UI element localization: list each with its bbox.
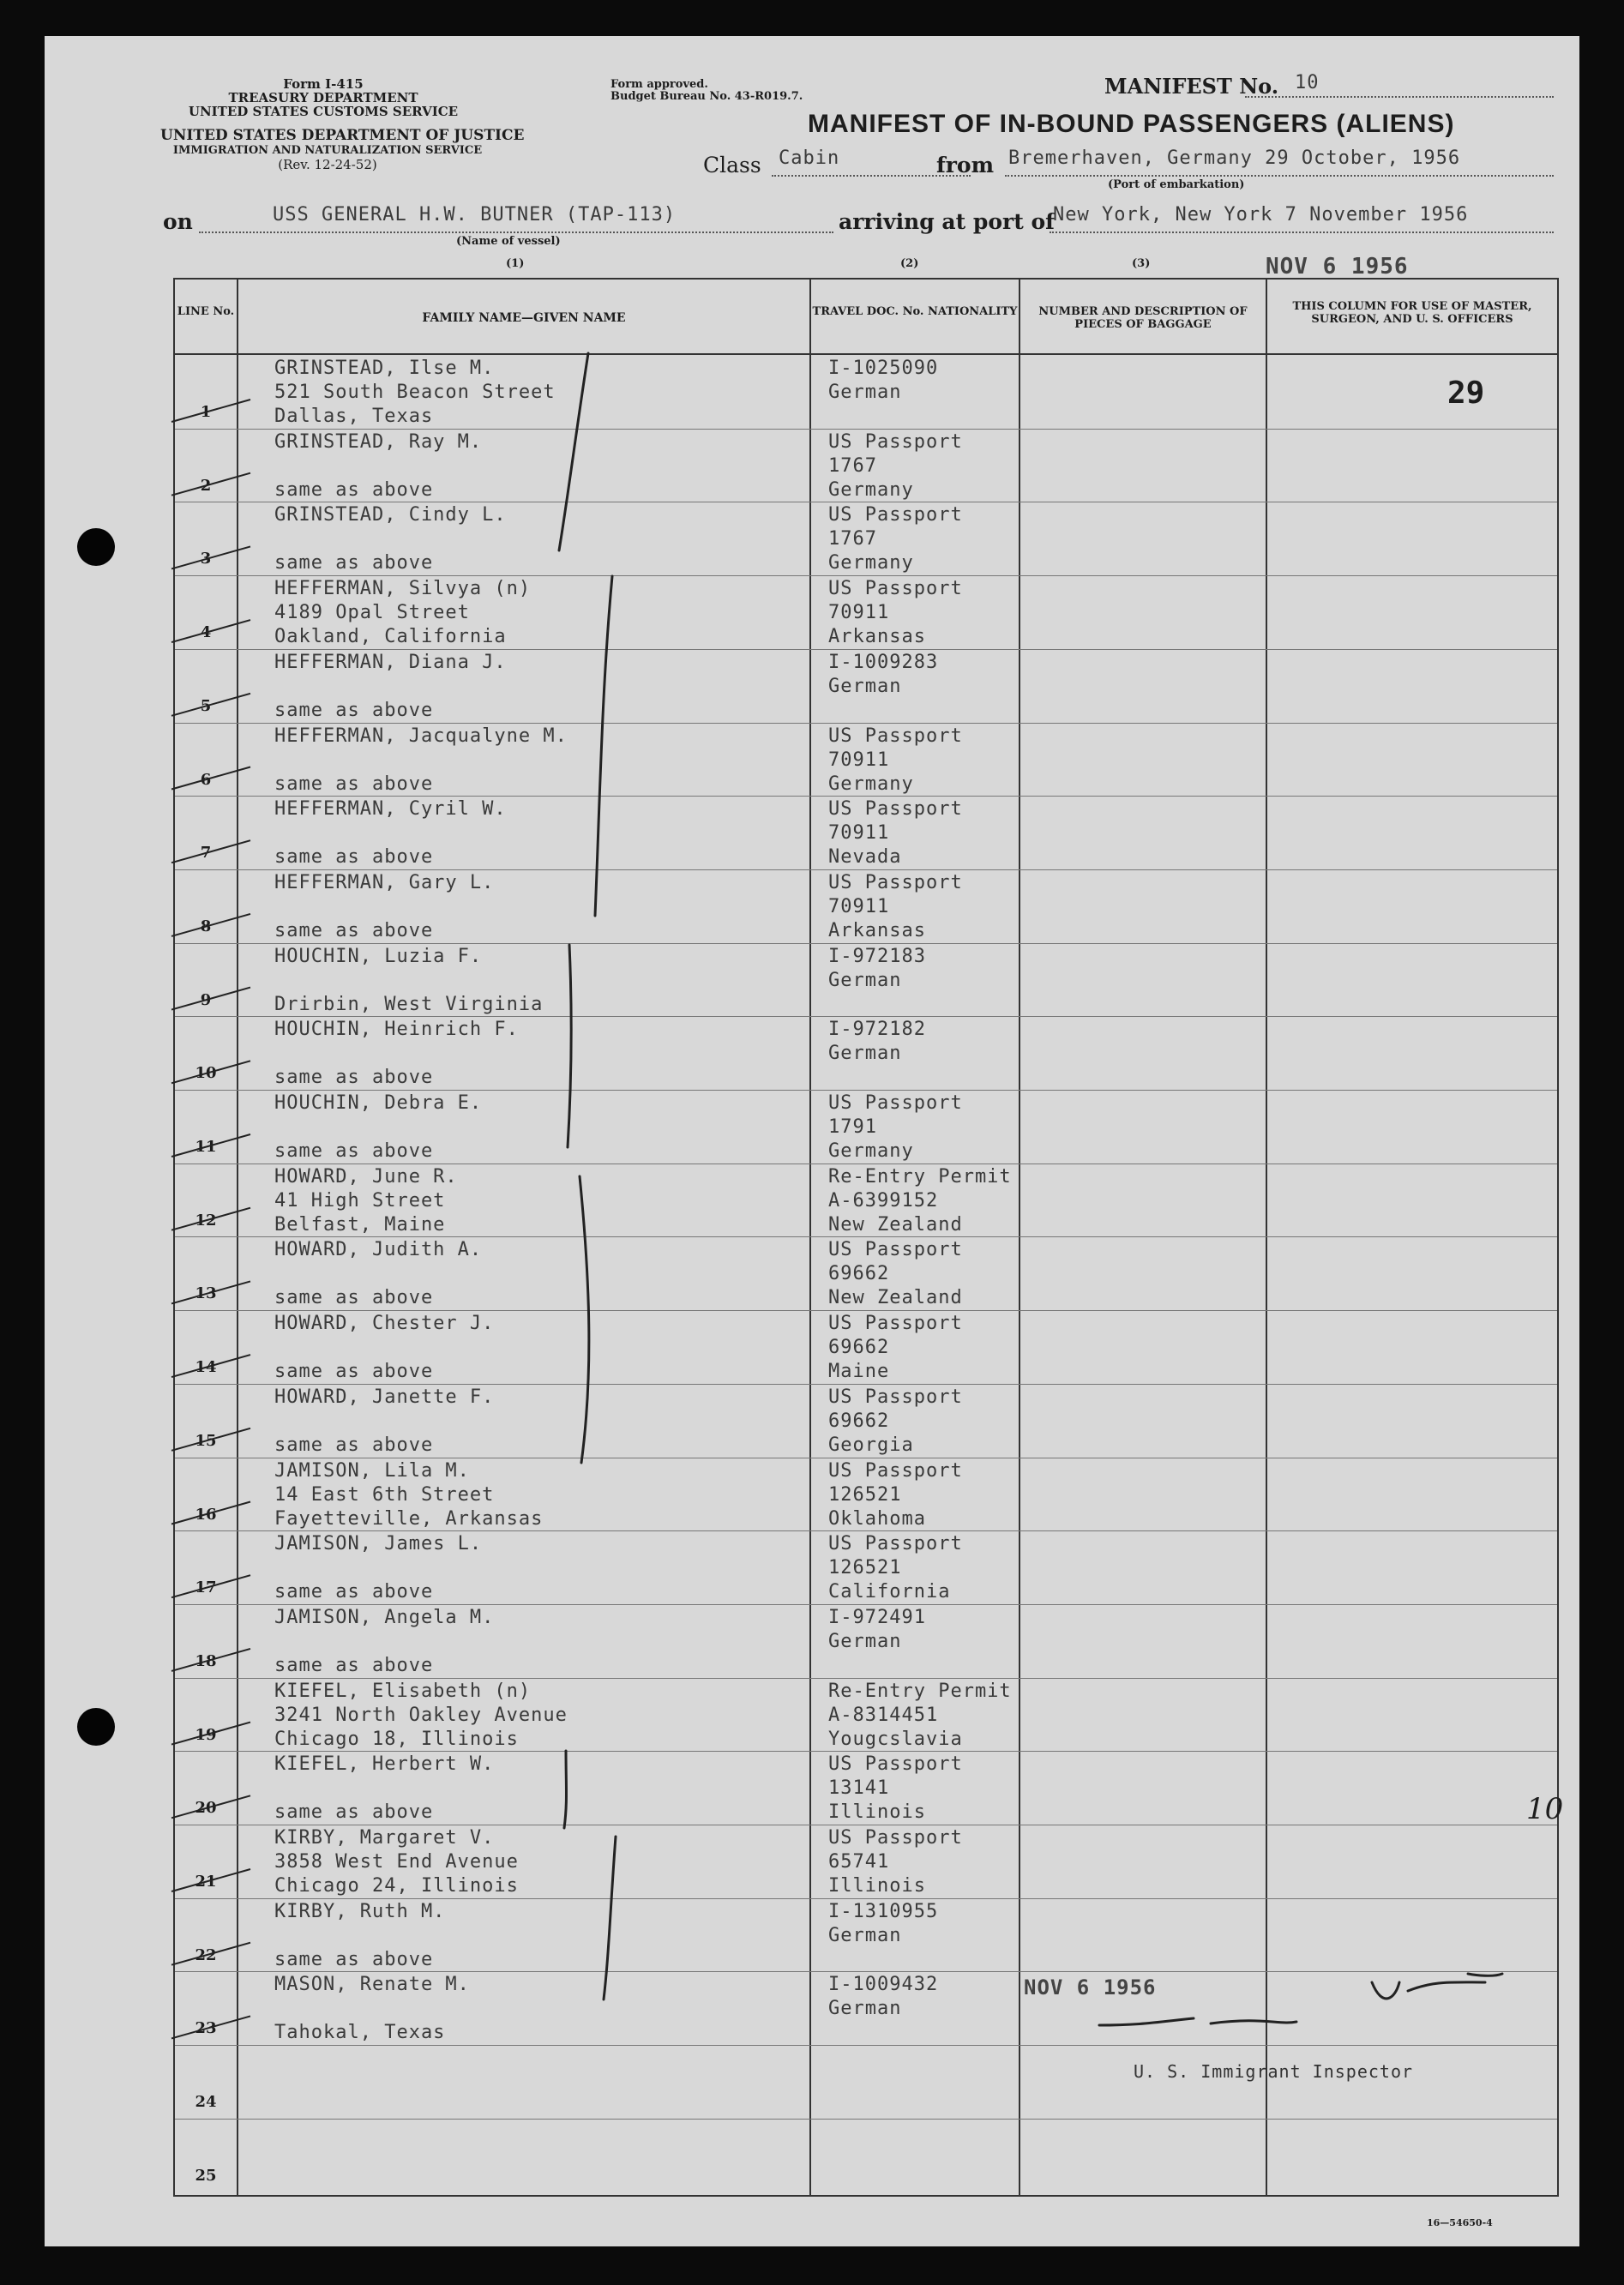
form-number: Form I-415: [283, 76, 364, 92]
passenger-address: Belfast, Maine: [274, 1213, 446, 1236]
travel-doc-line: US Passport: [828, 1459, 963, 1482]
col-head-officers: THIS COLUMN FOR USE OF MASTER, SURGEON, AND U. S. OFFICERS: [1292, 300, 1532, 326]
passenger-address: same as above: [274, 1801, 434, 1824]
col-num-2: (2): [900, 257, 919, 270]
passenger-name: HEFFERMAN, Diana J.: [274, 651, 507, 673]
travel-doc-line: I-972491: [828, 1606, 926, 1628]
travel-doc-line: 1791: [828, 1116, 877, 1138]
check-tick: [171, 473, 250, 496]
travel-doc-line: US Passport: [828, 578, 963, 600]
passenger-address: 3241 North Oakley Avenue: [274, 1704, 568, 1726]
travel-doc-line: US Passport: [828, 871, 963, 893]
travel-doc-line: German: [828, 1630, 902, 1652]
passenger-name: JAMISON, James L.: [274, 1533, 483, 1555]
check-tick: [171, 400, 250, 422]
travel-doc-line: Re-Entry Permit: [828, 1165, 1012, 1188]
travel-doc-line: Germany: [828, 552, 914, 574]
passenger-name: KIEFEL, Herbert W.: [274, 1753, 495, 1776]
check-tick: [171, 620, 250, 642]
line-number: 23: [195, 2019, 217, 2038]
travel-doc-line: German: [828, 1924, 902, 1946]
travel-doc-line: German: [828, 1998, 902, 2020]
line-number: 10: [195, 1064, 217, 1083]
passenger-address: same as above: [274, 1948, 434, 1970]
travel-doc-line: German: [828, 969, 902, 991]
travel-doc-line: Germany: [828, 773, 914, 795]
travel-doc-line: Germany: [828, 1140, 914, 1162]
line-number: 22: [195, 1945, 217, 1964]
port-caption: (Port of embarkation): [1108, 178, 1245, 191]
col-head-name: FAMILY NAME—GIVEN NAME: [422, 311, 626, 325]
travel-doc-line: I-972183: [828, 945, 926, 967]
arriving-label: arriving at port of: [839, 209, 1055, 234]
passenger-address: Drirbin, West Virginia: [274, 993, 544, 1015]
travel-doc-line: A-8314451: [828, 1704, 939, 1726]
manifest-no-label: MANIFEST No.: [1104, 74, 1279, 99]
passenger-name: GRINSTEAD, Cindy L.: [274, 504, 507, 526]
travel-doc-line: 126521: [828, 1483, 902, 1506]
budget-bureau: Budget Bureau No. 43-R019.7.: [611, 90, 803, 103]
line-number: 18: [195, 1651, 217, 1670]
travel-doc-line: 65741: [828, 1851, 890, 1873]
travel-doc-line: Re-Entry Permit: [828, 1680, 1012, 1702]
travel-doc-line: German: [828, 382, 902, 403]
travel-doc-line: 70911: [828, 749, 890, 771]
check-tick: [171, 546, 250, 568]
line-number: 17: [195, 1578, 217, 1597]
line-number: 21: [195, 1873, 217, 1891]
travel-doc-line: German: [828, 1043, 902, 1065]
vessel-value: USS GENERAL H.W. BUTNER (TAP-113): [273, 204, 677, 225]
margin-number: 10: [1526, 1792, 1564, 1826]
travel-doc-line: A-6399152: [828, 1189, 939, 1212]
class-value: Cabin: [779, 147, 840, 169]
line-number: 4: [200, 623, 212, 642]
check-tick: [171, 1869, 250, 1891]
from-label: from: [936, 153, 995, 177]
col-head-line: LINE No.: [177, 305, 235, 318]
line-number: 19: [195, 1725, 217, 1744]
passenger-address: same as above: [274, 846, 434, 869]
travel-doc-line: US Passport: [828, 1533, 963, 1555]
passenger-address: same as above: [274, 699, 434, 721]
check-tick: [171, 1281, 250, 1303]
line-number: 25: [195, 2166, 217, 2185]
passenger-address: Chicago 24, Illinois: [274, 1875, 519, 1897]
col-head-baggage: NUMBER AND DESCRIPTION OF PIECES OF BAGGAGE: [1038, 305, 1248, 331]
line-number: 2: [200, 476, 212, 495]
passenger-address: same as above: [274, 919, 434, 941]
line-number: 12: [195, 1211, 217, 1230]
passenger-name: HOWARD, Judith A.: [274, 1239, 483, 1261]
passenger-name: JAMISON, Lila M.: [274, 1459, 470, 1482]
travel-doc-line: US Passport: [828, 1239, 963, 1261]
check-tick: [171, 1134, 250, 1157]
travel-doc-line: New Zealand: [828, 1287, 963, 1309]
passenger-name: MASON, Renate M.: [274, 1974, 470, 1996]
print-code: 16—54650-4: [1427, 2217, 1493, 2228]
passenger-address: same as above: [274, 1287, 434, 1309]
passenger-name: HOWARD, Chester J.: [274, 1313, 495, 1335]
passenger-name: GRINSTEAD, Ray M.: [274, 430, 483, 453]
form-approved: Form approved.: [611, 78, 708, 91]
revision: (Rev. 12-24-52): [278, 157, 377, 172]
passenger-address: same as above: [274, 478, 434, 501]
col-head-travel: TRAVEL DOC. No. NATIONALITY: [812, 305, 1018, 318]
travel-doc-line: I-1009283: [828, 651, 939, 673]
passenger-name: KIEFEL, Elisabeth (n): [274, 1680, 532, 1702]
travel-doc-line: I-1310955: [828, 1900, 939, 1922]
travel-doc-line: US Passport: [828, 1827, 963, 1849]
travel-doc-line: US Passport: [828, 725, 963, 747]
passenger-address: same as above: [274, 773, 434, 795]
check-tick: [171, 1723, 250, 1745]
passenger-address: Oakland, California: [274, 626, 507, 648]
check-tick: [171, 694, 250, 716]
travel-doc-line: Nevada: [828, 846, 902, 869]
passenger-name: JAMISON, Angela M.: [274, 1606, 495, 1628]
passenger-address: same as above: [274, 1361, 434, 1383]
passenger-name: HOWARD, June R.: [274, 1165, 458, 1188]
travel-doc-line: 70911: [828, 895, 890, 917]
immigration-service: IMMIGRATION AND NATURALIZATION SERVICE: [172, 144, 483, 157]
line-number: 7: [200, 844, 212, 863]
passenger-name: HEFFERMAN, Jacqualyne M.: [274, 725, 568, 747]
check-tick: [171, 988, 250, 1010]
passenger-address: same as above: [274, 1067, 434, 1089]
check-tick: [171, 1208, 250, 1230]
passenger-address: 41 High Street: [274, 1189, 446, 1212]
class-label: Class: [703, 153, 761, 177]
on-label: on: [163, 209, 193, 234]
vessel-caption: (Name of vessel): [456, 235, 561, 248]
manifest-title: MANIFEST OF IN-BOUND PASSENGERS (ALIENS): [808, 110, 1455, 138]
passenger-address: Tahokal, Texas: [274, 2022, 446, 2044]
passenger-name: KIRBY, Ruth M.: [274, 1900, 446, 1922]
check-tick: [171, 1575, 250, 1597]
passenger-address: same as above: [274, 1654, 434, 1676]
travel-doc-line: Arkansas: [828, 626, 926, 648]
line-number: 14: [195, 1358, 217, 1377]
passenger-address: 3858 West End Avenue: [274, 1851, 519, 1873]
department: TREASURY DEPARTMENT: [228, 90, 418, 105]
passenger-address: same as above: [274, 1434, 434, 1456]
check-tick: [171, 767, 250, 790]
line-number: 11: [195, 1138, 217, 1156]
travel-doc-line: Illinois: [828, 1801, 926, 1824]
col-num-1: (1): [506, 257, 525, 270]
passenger-address: 14 East 6th Street: [274, 1483, 495, 1506]
line-number: 3: [200, 550, 212, 568]
travel-doc-line: Oklahoma: [828, 1507, 926, 1530]
passenger-address: same as above: [274, 1140, 434, 1162]
line-number: 8: [200, 917, 212, 935]
travel-doc-line: US Passport: [828, 1313, 963, 1335]
travel-doc-line: US Passport: [828, 1092, 963, 1114]
customs-service: UNITED STATES CUSTOMS SERVICE: [188, 104, 459, 119]
passenger-name: GRINSTEAD, Ilse M.: [274, 358, 495, 379]
passenger-address: 521 South Beacon Street: [274, 382, 556, 403]
travel-doc-line: German: [828, 675, 902, 697]
line-number: 15: [195, 1431, 217, 1450]
check-tick: [171, 1502, 250, 1524]
arriving-value: New York, New York 7 November 1956: [1053, 204, 1469, 225]
passenger-name: HEFFERMAN, Gary L.: [274, 871, 495, 893]
travel-doc-line: 70911: [828, 822, 890, 845]
check-tick: [171, 1943, 250, 1965]
passenger-address: Fayetteville, Arkansas: [274, 1507, 544, 1530]
travel-doc-line: California: [828, 1581, 951, 1603]
line-number: 24: [195, 2093, 217, 2112]
manifest-page: [45, 36, 1579, 2246]
inspector-title: U. S. Immigrant Inspector: [1134, 2061, 1414, 2082]
travel-doc-line: US Passport: [828, 504, 963, 526]
passenger-name: KIRBY, Margaret V.: [274, 1827, 495, 1849]
travel-doc-line: 126521: [828, 1557, 902, 1579]
passenger-name: HOUCHIN, Debra E.: [274, 1092, 483, 1114]
passenger-name: HOUCHIN, Heinrich F.: [274, 1019, 519, 1041]
col-num-3: (3): [1132, 257, 1151, 270]
passenger-name: HEFFERMAN, Cyril W.: [274, 798, 507, 821]
line-number: 16: [195, 1505, 217, 1524]
stamp-date-top: NOV 6 1956: [1266, 254, 1409, 280]
travel-doc-line: Illinois: [828, 1875, 926, 1897]
line-number: 6: [200, 770, 212, 789]
travel-doc-line: 69662: [828, 1410, 890, 1432]
passenger-address: same as above: [274, 552, 434, 574]
travel-doc-line: 69662: [828, 1337, 890, 1359]
manifest-no-value: 10: [1295, 72, 1320, 93]
travel-doc-line: 1767: [828, 528, 877, 550]
page-count: 29: [1447, 376, 1485, 411]
check-tick: [171, 1061, 250, 1083]
handwritten-marks: [45, 36, 1579, 2246]
from-value: Bremerhaven, Germany 29 October, 1956: [1008, 147, 1461, 169]
check-tick: [171, 1428, 250, 1451]
check-tick: [171, 1649, 250, 1671]
travel-doc-line: Arkansas: [828, 919, 926, 941]
travel-doc-line: I-1025090: [828, 358, 939, 379]
line-number: 13: [195, 1284, 217, 1303]
check-tick: [171, 1355, 250, 1377]
travel-doc-line: Germany: [828, 478, 914, 501]
check-tick: [171, 1795, 250, 1818]
passenger-address: same as above: [274, 1581, 434, 1603]
justice-department: UNITED STATES DEPARTMENT OF JUSTICE: [160, 127, 525, 144]
travel-doc-line: New Zealand: [828, 1213, 963, 1236]
travel-doc-line: Georgia: [828, 1434, 914, 1456]
travel-doc-line: 13141: [828, 1777, 890, 1800]
check-tick: [171, 914, 250, 936]
travel-doc-line: I-972182: [828, 1019, 926, 1041]
check-tick: [171, 840, 250, 863]
passenger-address: Chicago 18, Illinois: [274, 1728, 519, 1750]
travel-doc-line: Yougcslavia: [828, 1728, 963, 1750]
line-number: 5: [200, 696, 212, 715]
stamp-date-bottom: NOV 6 1956: [1024, 1975, 1157, 1999]
travel-doc-line: I-1009432: [828, 1974, 939, 1996]
travel-doc-line: US Passport: [828, 798, 963, 821]
line-number: 9: [200, 990, 212, 1009]
travel-doc-line: Maine: [828, 1361, 890, 1383]
travel-doc-line: US Passport: [828, 430, 963, 453]
travel-doc-line: 70911: [828, 602, 890, 624]
travel-doc-line: US Passport: [828, 1753, 963, 1776]
travel-doc-line: 1767: [828, 454, 877, 477]
line-number: 20: [195, 1799, 217, 1818]
passenger-name: HOWARD, Janette F.: [274, 1386, 495, 1408]
passenger-address: Dallas, Texas: [274, 406, 434, 427]
travel-doc-line: US Passport: [828, 1386, 963, 1408]
passenger-name: HEFFERMAN, Silvya (n): [274, 578, 532, 600]
passenger-address: 4189 Opal Street: [274, 602, 470, 624]
travel-doc-line: 69662: [828, 1263, 890, 1285]
passenger-name: HOUCHIN, Luzia F.: [274, 945, 483, 967]
line-number: 1: [200, 403, 212, 421]
check-tick: [171, 2016, 250, 2038]
